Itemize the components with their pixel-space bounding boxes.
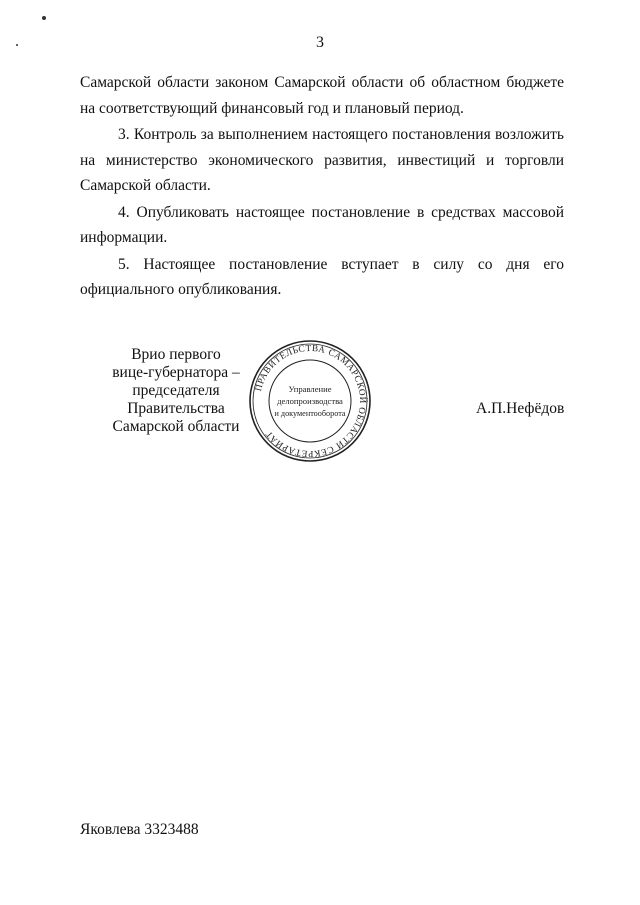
- document-body: [80, 70, 564, 303]
- paragraph-item-4: 4. Опубликовать настоящее постановление в средствах массовой информации.: [80, 203, 564, 246]
- signatory-title-line: председателя Правительства: [127, 382, 225, 417]
- paragraph-continuation: Самарской области законом Самарской области об областном бюджете на соответствующий финансовый год и плановый период.: [80, 74, 564, 117]
- paragraph-item-5: 5. Настоящее постановление вступает в силу со дня его официального опубликования.: [80, 255, 564, 298]
- seal-center-line: Управление: [288, 384, 332, 394]
- signatory-title-line: вице-губернатора –: [112, 364, 240, 381]
- signatory-title-line: Врио первого: [131, 346, 221, 363]
- seal-ring-text: ПРАВИТЕЛЬСТВА САМАРСКОЙ ОБЛАСТИ СЕКРЕТАРИАТ: [253, 342, 369, 460]
- seal-center-line: делопроизводства: [277, 396, 343, 406]
- signatory-title: [86, 346, 266, 436]
- official-seal-stamp: [247, 338, 373, 464]
- signatory-name: А.П.Нефёдов: [476, 400, 565, 417]
- scan-speck: [42, 16, 46, 20]
- scan-speck: [16, 44, 18, 46]
- page-number: 3: [316, 34, 324, 51]
- seal-center-line: и документооборота: [274, 409, 346, 418]
- executor-contact: Яковлева 3323488: [80, 821, 199, 838]
- paragraph-item-3: 3. Контроль за выполнением настоящего постановления возложить на министерство экономического развития, инвестиций и торговли Самарской области.: [80, 126, 564, 194]
- signatory-title-line: Самарской области: [112, 418, 240, 435]
